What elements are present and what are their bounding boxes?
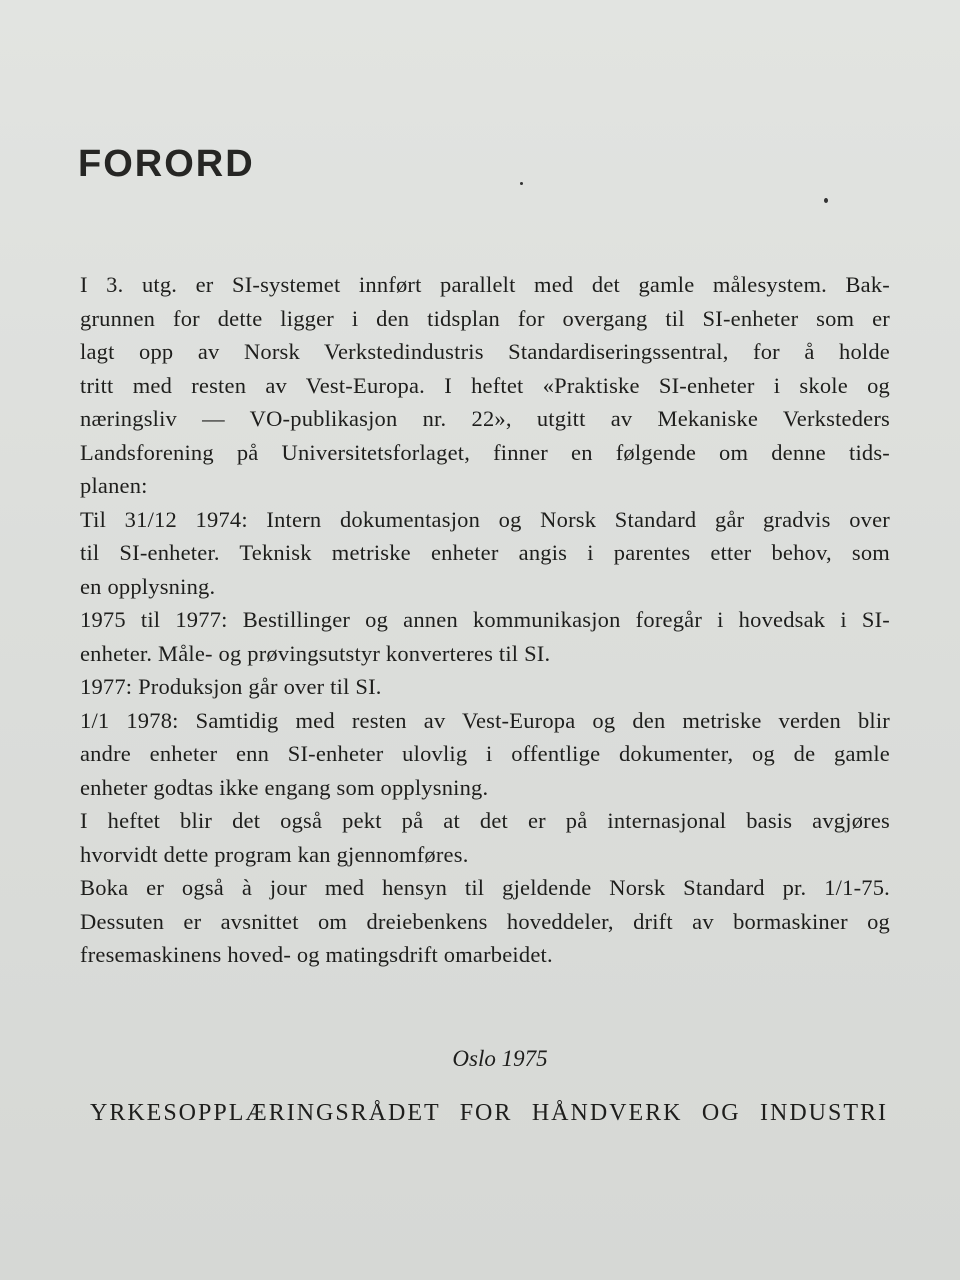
- text-line: I heftet blir det også pekt på at det er på internasjonal basis avgjøres: [80, 808, 890, 833]
- text-line: enheter godtas ikke engang som opplysning.: [80, 774, 489, 800]
- page-heading: FORORD: [78, 143, 255, 185]
- paragraph: [80, 871, 890, 972]
- text-line: enheter. Måle- og prøvingsutstyr konverteres til SI.: [80, 640, 551, 666]
- paper-speck: [520, 182, 523, 185]
- text-line: Boka er også à jour med hensyn til gjeldende Norsk Standard pr. 1/1-75.: [80, 875, 890, 900]
- text-line: en opplysning.: [80, 573, 216, 599]
- text-line: hvorvidt dette program kan gjennomføres.: [80, 841, 469, 867]
- place-date: Oslo 1975: [452, 1046, 548, 1071]
- paragraph: [80, 268, 890, 503]
- paragraph: [80, 704, 890, 805]
- text-line: planen:: [80, 473, 148, 498]
- paragraph: [80, 503, 890, 604]
- text-line: Landsforening på Universitetsforlaget, finner en følgende om denne tids-: [80, 439, 890, 465]
- text-line: I 3. utg. er SI-systemet innført parallelt med det gamle målesystem. Bak-: [80, 272, 890, 297]
- text-line: Dessuten er avsnittet om dreiebenkens hoveddeler, drift av bormaskiner og: [80, 908, 890, 934]
- text-line: 1/1 1978: Samtidig med resten av Vest-Europa og den metriske verden blir: [80, 707, 890, 733]
- paragraph: [80, 670, 890, 704]
- paragraph: [80, 804, 890, 871]
- foreword-body: [80, 268, 890, 972]
- paragraph: [80, 603, 890, 670]
- text-line: grunnen for dette ligger i den tidsplan for overgang til SI-enheter som er: [80, 305, 890, 331]
- text-line: til SI-enheter. Teknisk metriske enheter angis i parentes etter behov, som: [80, 540, 890, 565]
- text-line: andre enheter enn SI-enheter ulovlig i offentlige dokumenter, og de gamle: [80, 741, 890, 766]
- text-line: næringsliv — VO-publikasjon nr. 22», utgitt av Mekaniske Verksteders: [80, 406, 890, 431]
- paper-speck: [824, 198, 828, 203]
- text-line: Til 31/12 1974: Intern dokumentasjon og Norsk Standard går gradvis over: [80, 506, 890, 532]
- publisher-name: YRKESOPPLÆRINGSRÅDET FOR HÅNDVERK OG INDUSTRI: [90, 1100, 888, 1126]
- text-line: fresemaskinens hoved- og matingsdrift omarbeidet.: [80, 942, 553, 967]
- text-line: lagt opp av Norsk Verkstedindustris Standardiseringssentral, for å holde: [80, 339, 890, 364]
- text-line: 1977: Produksjon går over til SI.: [80, 674, 382, 699]
- text-line: 1975 til 1977: Bestillinger og annen kommunikasjon foregår i hovedsak i SI-: [80, 607, 890, 632]
- text-line: tritt med resten av Vest-Europa. I heftet «Praktiske SI-enheter i skole og: [80, 372, 890, 398]
